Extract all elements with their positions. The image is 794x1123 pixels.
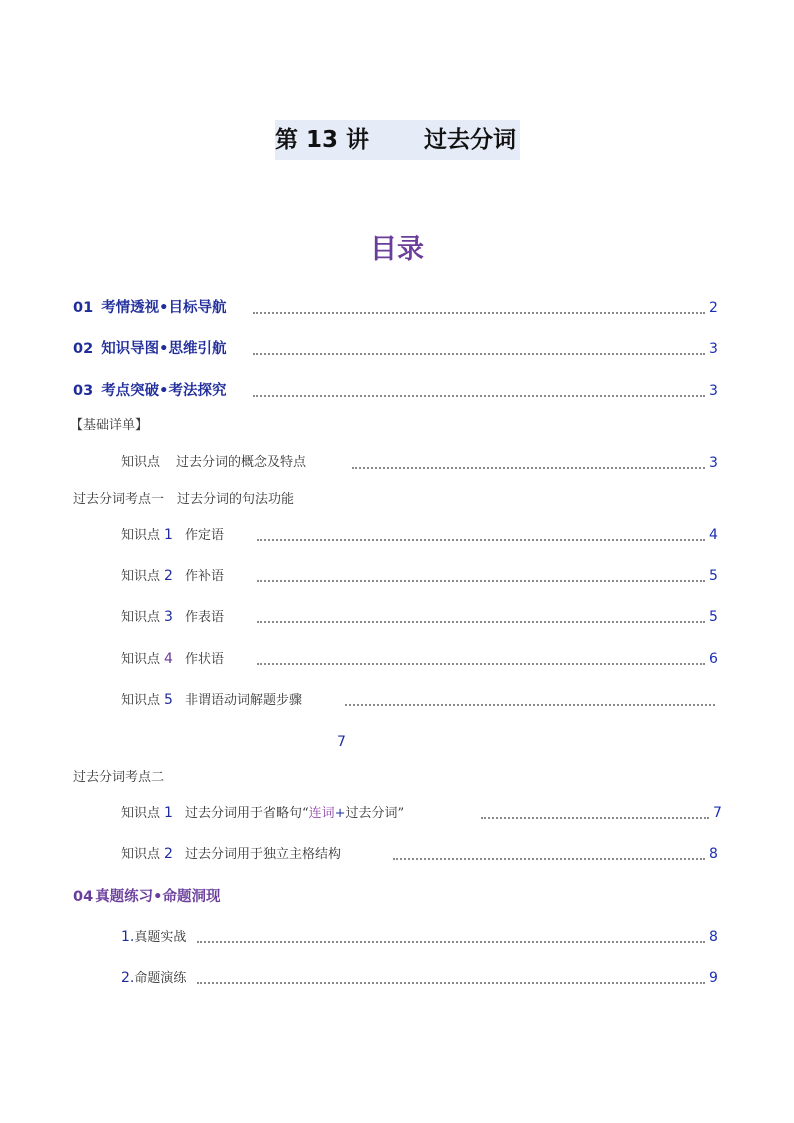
page-number: 4 bbox=[709, 527, 718, 543]
page-number: 6 bbox=[709, 651, 718, 667]
page-number: 8 bbox=[709, 846, 718, 862]
toc-group-basic: 【基础详单】 bbox=[70, 418, 149, 433]
toc-section-01[interactable] bbox=[0, 297, 794, 319]
toc-item-p1-5[interactable]: 知识点 5 非谓语动词解题步骤 bbox=[0, 689, 794, 711]
lecture-topic: 过去分词 bbox=[424, 127, 516, 153]
toc-section-label: 04 真题练习•命题洞现 bbox=[73, 889, 221, 905]
toc-section-03[interactable] bbox=[0, 380, 794, 402]
toc-section-04[interactable] bbox=[0, 886, 794, 908]
toc-group-point1: 过去分词考点一 过去分词的句法功能 bbox=[73, 492, 295, 507]
toc-item-p1-1[interactable]: 知识点 1 作定语 4 bbox=[0, 524, 794, 546]
page-number: 5 bbox=[709, 609, 718, 625]
dot-leader bbox=[257, 663, 705, 665]
toc-section-label: 03 考点突破•考法探究 bbox=[73, 383, 227, 399]
dot-leader bbox=[257, 621, 705, 623]
dot-leader bbox=[253, 312, 705, 314]
dot-leader bbox=[257, 539, 705, 541]
dot-leader bbox=[345, 704, 715, 706]
toc-group-point2: 过去分词考点二 bbox=[73, 770, 165, 785]
toc-section-label: 02 知识导图•思维引航 bbox=[73, 341, 227, 357]
page-number: 2 bbox=[709, 300, 718, 316]
dot-leader bbox=[197, 982, 705, 984]
dot-leader bbox=[352, 467, 705, 469]
lecture-number: 第 13 讲 bbox=[275, 127, 370, 153]
toc-item-p1-3[interactable]: 知识点 3 作表语 5 bbox=[0, 606, 794, 628]
toc-heading: 目录 bbox=[370, 234, 424, 265]
dot-leader bbox=[197, 941, 705, 943]
toc-item-p2-2[interactable]: 知识点 2 过去分词用于独立主格结构 8 bbox=[0, 843, 794, 865]
page-number: 7 bbox=[713, 805, 722, 821]
toc-item-ex-2[interactable]: 2.命题演练 9 bbox=[0, 967, 794, 989]
dot-leader bbox=[393, 858, 705, 860]
page-number: 8 bbox=[709, 929, 718, 945]
dot-leader bbox=[253, 353, 705, 355]
toc-item-ex-1[interactable]: 1.真题实战 8 bbox=[0, 926, 794, 948]
dot-leader bbox=[253, 395, 705, 397]
toc-item-p1-2[interactable]: 知识点 2 作补语 5 bbox=[0, 565, 794, 587]
page-number-wrapped: 7 bbox=[337, 734, 346, 750]
toc-item-p1-4[interactable]: 知识点 4 作状语 6 bbox=[0, 648, 794, 670]
toc-section-label: 01 考情透视•目标导航 bbox=[73, 300, 227, 316]
page-number: 9 bbox=[709, 970, 718, 986]
toc-item-p2-1[interactable]: 知识点 1 过去分词用于省略句“连词+过去分词” 7 bbox=[0, 802, 794, 824]
page-number: 3 bbox=[709, 383, 718, 399]
dot-leader bbox=[481, 817, 709, 819]
page-number: 5 bbox=[709, 568, 718, 584]
toc-section-02[interactable] bbox=[0, 338, 794, 360]
page-number: 3 bbox=[709, 341, 718, 357]
lecture-title bbox=[275, 120, 520, 160]
toc-item-basic[interactable]: 知识点 过去分词的概念及特点 3 bbox=[0, 452, 794, 474]
dot-leader bbox=[257, 580, 705, 582]
page-number: 3 bbox=[709, 455, 718, 471]
